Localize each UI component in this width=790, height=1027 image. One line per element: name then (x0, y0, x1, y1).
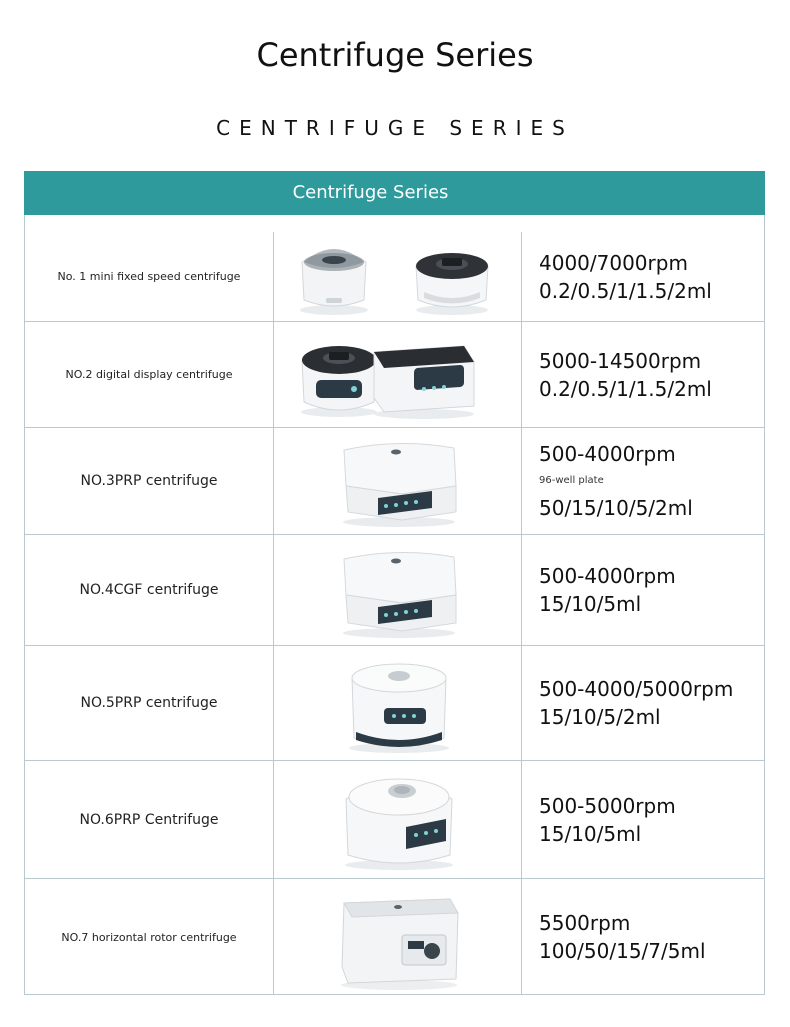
product-name: NO.3PRP centrifuge (25, 428, 274, 534)
table-row (25, 760, 764, 878)
speed-range: 500-4000/5000rpm (539, 677, 734, 701)
speed-range: 500-4000rpm (539, 564, 676, 588)
table-row (25, 232, 764, 321)
product-specs (522, 232, 764, 321)
product-specs (522, 761, 764, 878)
tube-capacity: 50/15/10/5/2ml (539, 496, 693, 520)
table-header (24, 171, 765, 215)
table-row (25, 321, 764, 427)
product-specs (522, 879, 764, 995)
product-name: NO.5PRP centrifuge (25, 646, 274, 760)
table-header-label: Centrifuge Series (292, 182, 449, 203)
prp-dome-centrifuge-image (274, 761, 522, 879)
mini-centrifuge-image (274, 232, 522, 321)
product-name: NO.7 horizontal rotor centrifuge (25, 879, 274, 995)
speed-range: 500-5000rpm (539, 793, 676, 818)
product-specs (522, 428, 764, 534)
product-image-cell (274, 761, 522, 878)
digital-centrifuge-image (274, 322, 522, 428)
table-row (25, 645, 764, 760)
prp-centrifuge-image (274, 428, 522, 535)
horizontal-rotor-centrifuge-image (274, 879, 522, 996)
spec-note: 96-well plate (539, 475, 604, 486)
product-image-cell (274, 535, 522, 645)
product-specs (522, 322, 764, 427)
tube-capacity: 15/10/5ml (539, 821, 642, 846)
product-name: NO.4CGF centrifuge (25, 535, 274, 645)
product-image-cell (274, 322, 522, 427)
product-image-cell (274, 428, 522, 534)
tube-capacity: 15/10/5/2ml (539, 705, 661, 729)
tube-capacity: 15/10/5ml (539, 592, 642, 616)
tube-capacity: 0.2/0.5/1/1.5/2ml (539, 376, 712, 401)
product-image-cell (274, 232, 522, 321)
product-name: NO.2 digital display centrifuge (25, 322, 274, 427)
table-row (25, 427, 764, 534)
product-specs (522, 646, 764, 760)
speed-range: 500-4000rpm (539, 442, 676, 466)
product-specs (522, 535, 764, 645)
speed-range: 5500rpm (539, 911, 631, 935)
speed-range: 5000-14500rpm (539, 348, 702, 373)
product-name: NO.6PRP Centrifuge (25, 761, 274, 878)
page-title: Centrifuge Series (256, 36, 534, 74)
table-row (25, 534, 764, 645)
cgf-centrifuge-image (274, 535, 522, 646)
product-table (24, 215, 765, 995)
product-name: No. 1 mini fixed speed centrifuge (25, 232, 274, 321)
tube-capacity: 100/50/15/7/5ml (539, 939, 706, 963)
page-subtitle: CENTRIFUGE SERIES (216, 116, 574, 140)
table-row (25, 878, 764, 995)
tube-capacity: 0.2/0.5/1/1.5/2ml (539, 278, 712, 303)
speed-range: 4000/7000rpm (539, 250, 688, 275)
product-image-cell (274, 879, 522, 995)
prp-round-centrifuge-image (274, 646, 522, 761)
product-image-cell (274, 646, 522, 760)
